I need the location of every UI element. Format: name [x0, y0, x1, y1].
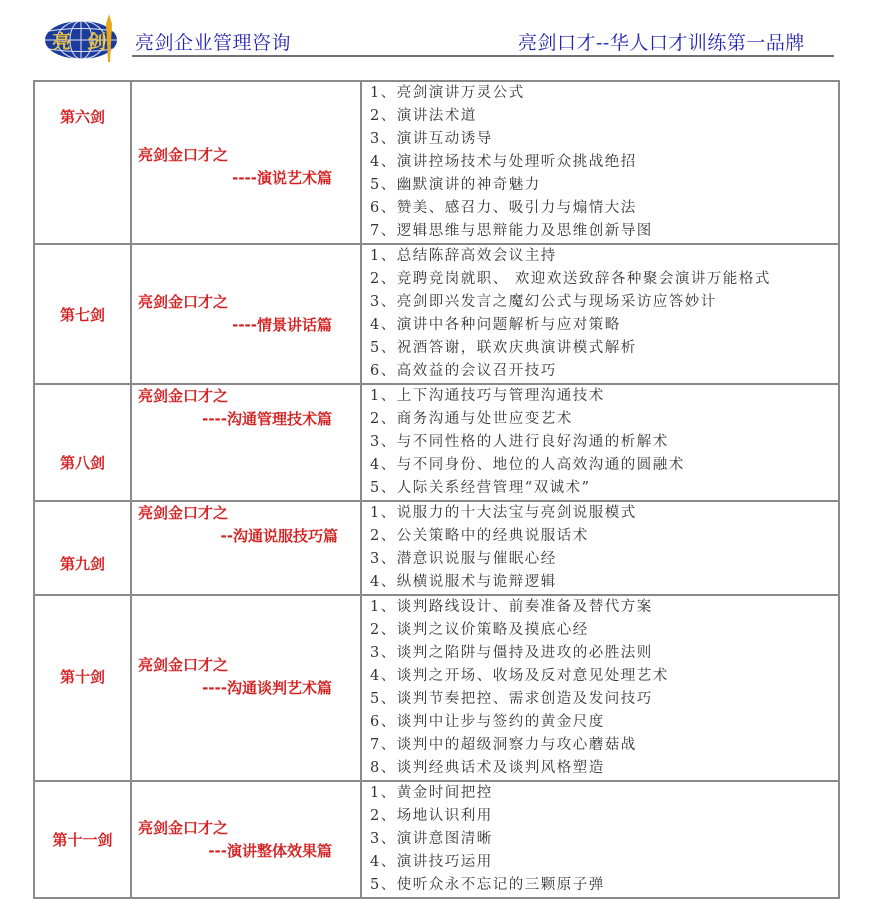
- company-name: 亮剑企业管理咨询: [135, 32, 292, 54]
- list-item: 3、潜意识说服与催眠心经: [370, 551, 557, 567]
- table-row: [34, 595, 839, 781]
- module-title-line2: ----沟通谈判艺术篇: [202, 679, 332, 697]
- list-item: 2、谈判之议价策略及摸底心经: [370, 622, 589, 638]
- module-title-line1: 亮剑金口才之: [138, 145, 229, 164]
- module-items: [361, 384, 839, 501]
- list-item: 6、高效益的会议召开技巧: [370, 363, 557, 379]
- curriculum-table-container: [33, 80, 838, 899]
- list-item: 5、幽默演讲的神奇魅力: [370, 177, 541, 193]
- list-item: 1、说服力的十大法宝与亮剑说服模式: [370, 505, 637, 521]
- table-row: [34, 781, 839, 898]
- module-title: [131, 595, 361, 781]
- list-item: 5、谈判节奏把控、需求创造及发问技巧: [370, 691, 653, 707]
- module-title: [131, 81, 361, 244]
- list-item: 1、总结陈辞高效会议主持: [370, 248, 557, 264]
- table-row: [34, 501, 839, 595]
- list-item: 1、亮剑演讲万灵公式: [370, 85, 525, 101]
- module-title-line1: 亮剑金口才之: [138, 818, 229, 837]
- list-item: 2、演讲法术道: [370, 108, 477, 124]
- list-item: 7、逻辑思维与思辩能力及思维创新导图: [370, 223, 653, 239]
- list-item: 3、谈判之陷阱与僵持及进攻的必胜法则: [370, 645, 653, 661]
- curriculum-table: [33, 80, 840, 899]
- list-item: 2、竞聘竞岗就职、 欢迎欢送致辞各种聚会演讲万能格式: [370, 271, 771, 287]
- module-title: [131, 244, 361, 384]
- sword-label: [34, 501, 131, 595]
- list-item: 4、演讲控场技术与处理听众挑战绝招: [370, 154, 637, 170]
- page-header: [0, 0, 880, 72]
- svg-text:亮: 亮: [52, 31, 72, 53]
- list-item: 3、亮剑即兴发言之魔幻公式与现场采访应答妙计: [370, 294, 717, 310]
- module-title-line1: 亮剑金口才之: [138, 387, 229, 405]
- list-item: 4、演讲技巧运用: [370, 854, 493, 870]
- sword-number: 第七剑: [59, 305, 105, 324]
- list-item: 5、祝酒答谢，联欢庆典演讲模式解析: [370, 340, 637, 356]
- module-items: [361, 501, 839, 595]
- sword-number: 第六剑: [59, 108, 105, 126]
- list-item: 1、上下沟通技巧与管理沟通技术: [370, 388, 605, 404]
- list-item: 1、谈判路线设计、前奏准备及替代方案: [370, 599, 653, 615]
- table-row: [34, 384, 839, 501]
- list-item: 2、场地认识利用: [370, 808, 493, 824]
- module-items: [361, 595, 839, 781]
- list-item: 4、与不同身份、地位的人高效沟通的圆融术: [370, 457, 685, 473]
- module-items: [361, 244, 839, 384]
- globe-sword-logo-icon: [43, 14, 125, 62]
- module-title-line2: --沟通说服技巧篇: [220, 527, 338, 545]
- svg-text:剑: 剑: [87, 31, 107, 53]
- module-title-line1: 亮剑金口才之: [138, 656, 229, 674]
- module-title-line2: ----演说艺术篇: [232, 168, 332, 187]
- list-item: 3、演讲意图清晰: [370, 831, 493, 847]
- brand-slogan: 亮剑口才--华人口才训练第一品牌: [518, 32, 805, 54]
- list-item: 2、商务沟通与处世应变艺术: [370, 411, 573, 427]
- sword-label: [34, 384, 131, 501]
- list-item: 1、黄金时间把控: [370, 785, 493, 801]
- module-title-line2: ----沟通管理技术篇: [202, 410, 332, 428]
- module-title-line2: ---演讲整体效果篇: [208, 841, 332, 860]
- sword-label: [34, 781, 131, 898]
- table-row: [34, 244, 839, 384]
- module-title: [131, 384, 361, 501]
- sword-number: 第十一剑: [52, 831, 113, 849]
- sword-label: [34, 244, 131, 384]
- module-title-line2: ----情景讲话篇: [232, 316, 332, 334]
- list-item: 6、谈判中让步与签约的黄金尺度: [370, 714, 605, 730]
- module-title: [131, 501, 361, 595]
- list-item: 5、人际关系经营管理“双诚术”: [370, 480, 591, 496]
- list-item: 6、赞美、感召力、吸引力与煽情大法: [370, 200, 637, 216]
- module-title-line1: 亮剑金口才之: [138, 504, 229, 522]
- list-item: 4、谈判之开场、收场及反对意见处理艺术: [370, 668, 669, 684]
- list-item: 2、公关策略中的经典说服话术: [370, 528, 589, 544]
- sword-number: 第十剑: [59, 668, 105, 686]
- sword-number: 第九剑: [59, 554, 105, 573]
- list-item: 8、谈判经典话术及谈判风格塑造: [370, 760, 605, 776]
- list-item: 5、使听众永不忘记的三颗原子弹: [370, 877, 605, 893]
- module-items: [361, 781, 839, 898]
- list-item: 4、纵横说服术与诡辩逻辑: [370, 574, 557, 590]
- sword-label: [34, 81, 131, 244]
- module-title-line1: 亮剑金口才之: [138, 293, 229, 311]
- list-item: 4、演讲中各种问题解析与应对策略: [370, 317, 621, 333]
- sword-number: 第八剑: [59, 454, 105, 472]
- table-row: [34, 81, 839, 244]
- list-item: 3、与不同性格的人进行良好沟通的析解术: [370, 434, 669, 450]
- module-title: [131, 781, 361, 898]
- list-item: 3、演讲互动诱导: [370, 131, 493, 147]
- sword-label: [34, 595, 131, 781]
- company-logo: [43, 14, 125, 62]
- header-divider: [132, 55, 834, 57]
- module-items: [361, 81, 839, 244]
- list-item: 7、谈判中的超级洞察力与攻心蘑菇战: [370, 737, 637, 753]
